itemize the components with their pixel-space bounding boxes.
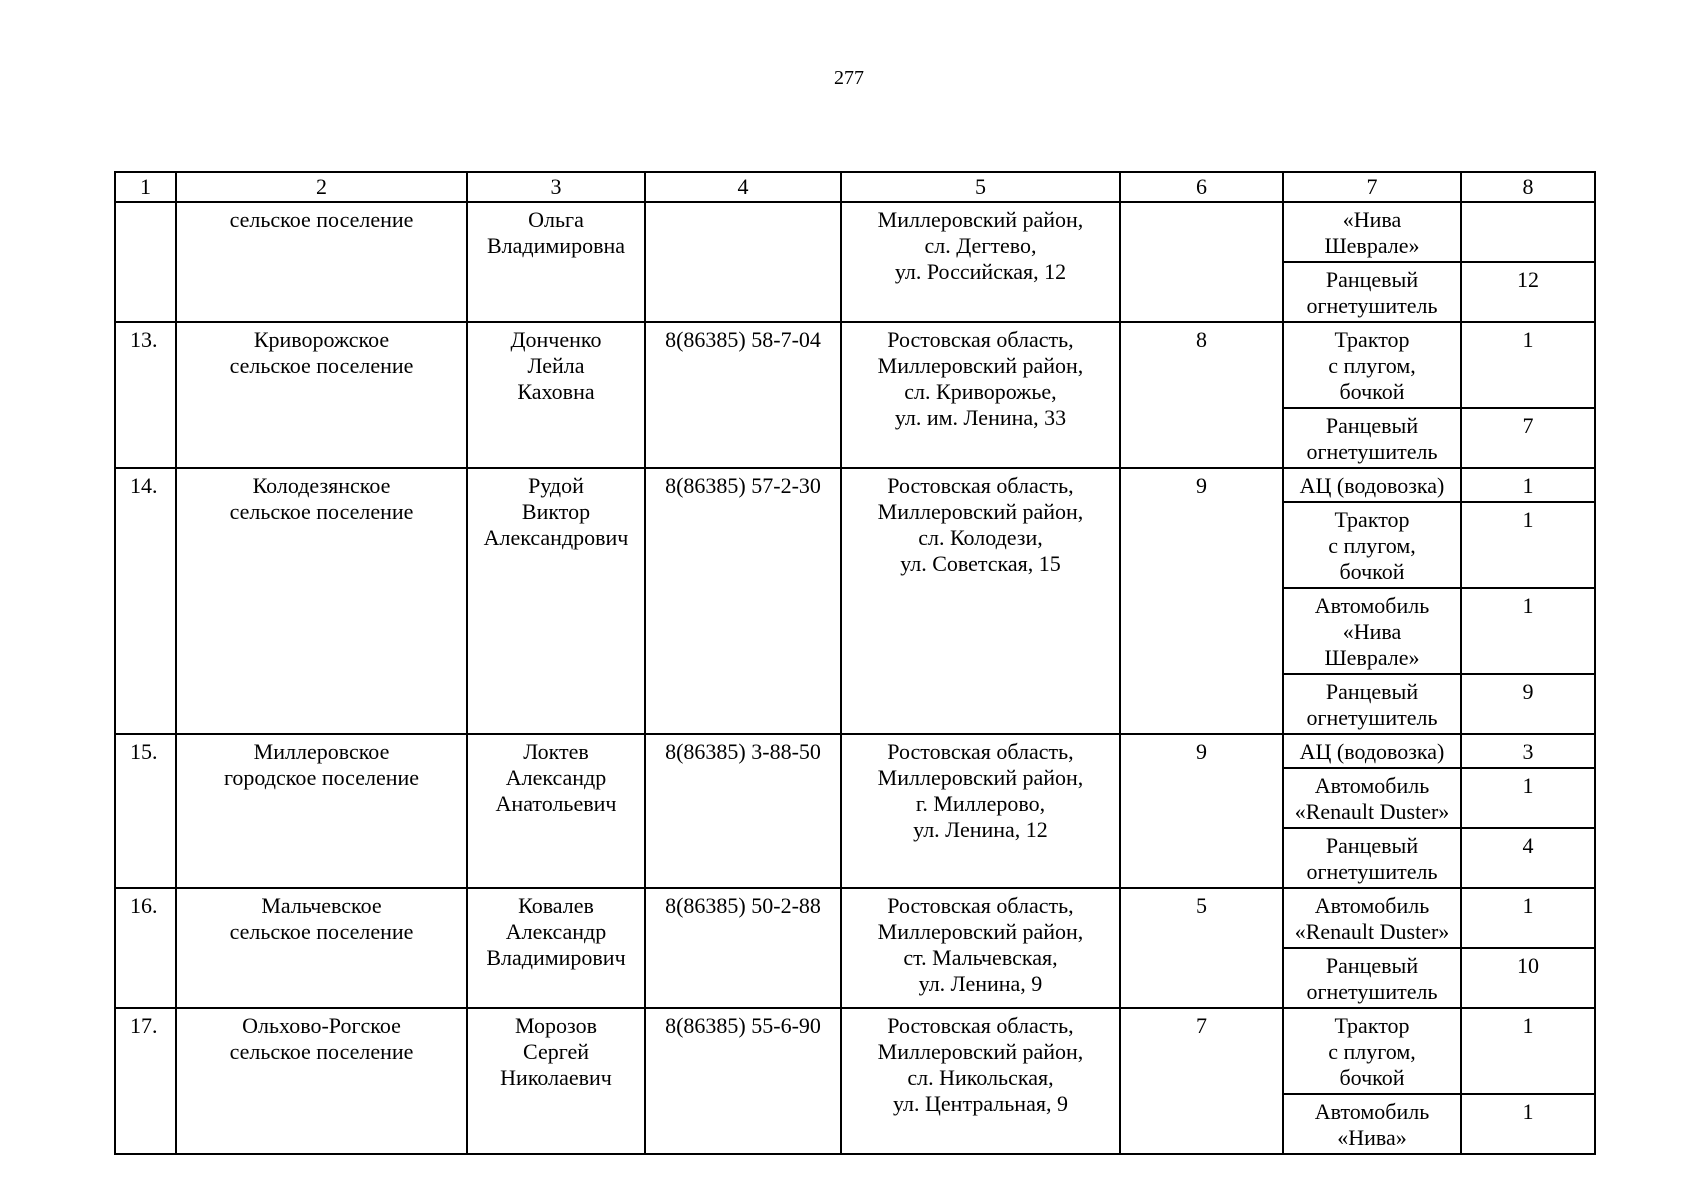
equipment-count: 1 [1461,588,1595,674]
row-number: 13. [115,322,176,468]
equipment-name: Ранцевый огнетушитель [1283,674,1461,734]
equipment-count: 1 [1461,888,1595,948]
equipment-name: Ранцевый огнетушитель [1283,408,1461,468]
equipment-count: 1 [1461,322,1595,408]
settlement-name: Миллеровское городское поселение [176,734,467,888]
equipment-name: Ранцевый огнетушитель [1283,828,1461,888]
equipment-count: 1 [1461,768,1595,828]
head-name: Рудой Виктор Александрович [467,468,645,734]
equipment-name: Трактор с плугом, бочкой [1283,1008,1461,1094]
equipment-name: Автомобиль «Renault Duster» [1283,768,1461,828]
equipment-name: АЦ (водовозка) [1283,468,1461,502]
equipment-name: Автомобиль «Нива» [1283,1094,1461,1154]
row-number: 17. [115,1008,176,1154]
column-number-row [115,172,1595,202]
settlement-name: Мальчевское сельское поселение [176,888,467,1008]
table-row [115,468,1595,502]
column-6-value [1120,202,1283,322]
equipment-name: Трактор с плугом, бочкой [1283,322,1461,408]
settlement-name: Колодезянское сельское поселение [176,468,467,734]
page-number: 277 [834,67,864,89]
settlement-name: Криворожское сельское поселение [176,322,467,468]
row-number [115,202,176,322]
equipment-count: 1 [1461,502,1595,588]
column-number: 3 [467,172,645,202]
column-6-value: 7 [1120,1008,1283,1154]
column-number: 2 [176,172,467,202]
equipment-count: 7 [1461,408,1595,468]
column-number: 4 [645,172,841,202]
equipment-count: 1 [1461,1094,1595,1154]
table-row [115,734,1595,768]
equipment-name: «Нива Шеврале» [1283,202,1461,262]
address: Ростовская область, Миллеровский район, ст. Мальчевская, ул. Ленина, 9 [841,888,1120,1008]
settlement-name: Ольхово-Рогское сельское поселение [176,1008,467,1154]
phone-number: 8(86385) 55-6-90 [645,1008,841,1154]
phone-number [645,202,841,322]
column-number: 7 [1283,172,1461,202]
table-row [115,888,1595,948]
equipment-name: Трактор с плугом, бочкой [1283,502,1461,588]
head-name: Ковалев Александр Владимирович [467,888,645,1008]
equipment-name: Ранцевый огнетушитель [1283,948,1461,1008]
column-6-value: 9 [1120,468,1283,734]
row-number: 15. [115,734,176,888]
address: Ростовская область, Миллеровский район, г. Миллерово, ул. Ленина, 12 [841,734,1120,888]
table-row [115,1008,1595,1094]
column-number: 6 [1120,172,1283,202]
address: Ростовская область, Миллеровский район, сл. Никольская, ул. Центральная, 9 [841,1008,1120,1154]
equipment-count: 1 [1461,468,1595,502]
equipment-count: 9 [1461,674,1595,734]
phone-number: 8(86385) 58-7-04 [645,322,841,468]
table-row [115,202,1595,262]
row-number: 16. [115,888,176,1008]
phone-number: 8(86385) 3-88-50 [645,734,841,888]
column-number: 5 [841,172,1120,202]
phone-number: 8(86385) 50-2-88 [645,888,841,1008]
equipment-count: 10 [1461,948,1595,1008]
settlement-name: сельское поселение [176,202,467,322]
equipment-count: 4 [1461,828,1595,888]
equipment-name: Автомобиль «Renault Duster» [1283,888,1461,948]
column-6-value: 5 [1120,888,1283,1008]
equipment-count: 12 [1461,262,1595,322]
equipment-count [1461,202,1595,262]
equipment-count: 3 [1461,734,1595,768]
address: Ростовская область, Миллеровский район, сл. Колодези, ул. Советская, 15 [841,468,1120,734]
head-name: Донченко Лейла Каховна [467,322,645,468]
column-number: 1 [115,172,176,202]
column-6-value: 8 [1120,322,1283,468]
equipment-name: Автомобиль «Нива Шеврале» [1283,588,1461,674]
phone-number: 8(86385) 57-2-30 [645,468,841,734]
address: Миллеровский район, сл. Дегтево, ул. Российская, 12 [841,202,1120,322]
address: Ростовская область, Миллеровский район, сл. Криворожье, ул. им. Ленина, 33 [841,322,1120,468]
column-6-value: 9 [1120,734,1283,888]
equipment-name: Ранцевый огнетушитель [1283,262,1461,322]
column-number: 8 [1461,172,1595,202]
head-name: Ольга Владимировна [467,202,645,322]
table-row [115,322,1595,408]
head-name: Локтев Александр Анатольевич [467,734,645,888]
head-name: Морозов Сергей Николаевич [467,1008,645,1154]
table-body [115,172,1595,1154]
equipment-name: АЦ (водовозка) [1283,734,1461,768]
data-table [114,171,1596,1155]
equipment-count: 1 [1461,1008,1595,1094]
row-number: 14. [115,468,176,734]
